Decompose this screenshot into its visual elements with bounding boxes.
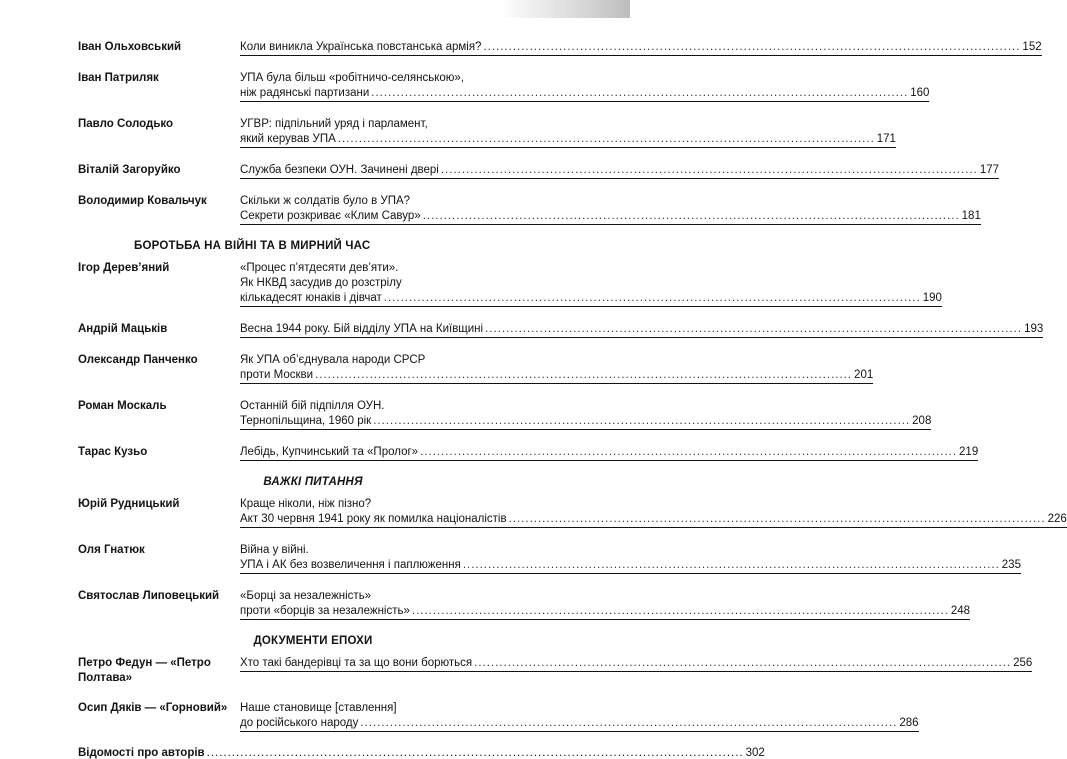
toc-title-last-line (240, 368, 873, 384)
toc-title-line: який керував УПА (240, 133, 336, 145)
leader-dots: ................................................................................................................................ (420, 446, 958, 458)
toc-title-line: проти «борців за незалежність» (240, 605, 410, 617)
toc-title (240, 194, 981, 225)
toc-author: Юрій Рудницький (78, 498, 180, 510)
toc-entry[interactable] (78, 194, 981, 225)
toc-title-line: Секрети розкриває «Клим Савур» (240, 210, 421, 222)
toc-title-last-line (240, 414, 931, 430)
toc-title-line: Тернопільщина, 1960 рік (240, 415, 372, 427)
toc-title (240, 71, 929, 102)
toc-entry[interactable] (78, 353, 874, 384)
toc-group-d (78, 656, 1033, 732)
toc-entry[interactable] (78, 40, 1042, 56)
toc-page-number: 208 (912, 415, 932, 427)
toc-title-line: УГВР: підпільний уряд і парламент, (240, 118, 428, 130)
toc-title-line: Краще ніколи, ніж пізно? (240, 498, 372, 510)
toc-title-last-line (240, 209, 981, 225)
toc-title-last-line (240, 40, 1042, 56)
leader-dots: ................................................................................................................................ (371, 87, 909, 99)
toc-title-line: Як УПА об’єднувала народи СРСР (240, 354, 426, 366)
toc-author: Іван Патриляк (78, 72, 159, 84)
toc-page-number: 201 (854, 369, 874, 381)
toc-page-number: 226 (1047, 513, 1067, 525)
toc-title (240, 399, 931, 430)
toc-title-last-line (240, 163, 999, 179)
leader-dots: ................................................................................................................................ (485, 323, 1023, 335)
toc-entry[interactable] (78, 445, 979, 461)
toc-entry[interactable] (78, 701, 919, 732)
toc-title (240, 261, 942, 307)
toc-title (240, 497, 1067, 528)
page-corner-shadow (500, 0, 630, 18)
toc-title-line: Служба безпеки ОУН. Зачинені двері (240, 164, 439, 176)
toc-title (240, 322, 1043, 338)
toc-page-number: 181 (961, 210, 981, 222)
toc-page-number: 235 (1001, 559, 1021, 571)
toc-title-last-line (240, 291, 942, 307)
toc-author: Тарас Кузьо (78, 446, 148, 458)
toc-page-number: 219 (959, 446, 979, 458)
toc-title-last-line (240, 132, 896, 148)
toc-author: Іван Ольховський (78, 41, 182, 53)
toc-title-line: Лебідь, Купчинський та «Пролог» (240, 446, 419, 458)
toc-entry[interactable] (78, 117, 896, 148)
toc-entry[interactable] (78, 322, 1044, 338)
leader-dots: ................................................................................................................................ (483, 41, 1021, 53)
toc-title-last-line (240, 604, 970, 620)
toc-page-number: 190 (922, 292, 942, 304)
toc-page-number: 160 (910, 87, 930, 99)
toc-title-line: Коли виникла Українська повстанська армія? (240, 41, 482, 53)
toc-title-line: Скільки ж солдатів було в УПА? (240, 195, 411, 207)
leader-dots: ................................................................................................................................ (383, 292, 921, 304)
toc-title-line: кількадесят юнаків і дівчат (240, 292, 382, 304)
toc-entry[interactable] (78, 71, 930, 102)
toc-author: Оля Гнатюк (78, 544, 145, 556)
toc-title-last-line (240, 558, 1021, 574)
toc-title-last-line (240, 656, 1032, 672)
toc-author: Петро Федун — «Петро Полтава» (78, 657, 211, 684)
footer-page-number: 302 (745, 747, 765, 759)
toc-title-last-line (240, 86, 929, 102)
toc-page-number: 193 (1024, 323, 1044, 335)
leader-dots: ................................................................................................................................ (373, 415, 911, 427)
toc-footer-entry[interactable] (78, 747, 765, 759)
toc-author: Роман Москаль (78, 400, 167, 412)
toc-page-number: 171 (876, 133, 896, 145)
toc-entry[interactable] (78, 497, 1067, 528)
toc-title (240, 445, 978, 461)
section-heading-documents: ДОКУМЕНТИ ЕПОХИ (253, 635, 373, 647)
toc-group-c (78, 497, 1067, 620)
toc-author: Володимир Ковальчук (78, 195, 207, 207)
section-heading-struggle: БОРОТЬБА НА ВІЙНІ ТА В МИРНИЙ ЧАС (134, 240, 371, 252)
toc-page-number: 152 (1022, 41, 1042, 53)
footer-label: Відомості про авторів (78, 747, 205, 759)
toc-author: Ігор Дерев’яний (78, 262, 170, 274)
section-heading-hard-questions: ВАЖКІ ПИТАННЯ (263, 476, 363, 488)
toc-title (240, 589, 970, 620)
toc-author: Андрій Мацьків (78, 323, 168, 335)
toc-entry[interactable] (78, 543, 1021, 574)
toc-entry[interactable] (78, 163, 1000, 179)
toc-author: Павло Солодько (78, 118, 174, 130)
toc-page-number: 248 (950, 605, 971, 617)
toc-author: Віталій Загоруйко (78, 164, 181, 176)
toc-author: Святослав Липовецький (78, 590, 220, 602)
toc-title-last-line (240, 445, 978, 461)
toc-title-line: Весна 1944 року. Бій відділу УПА на Київщині (240, 323, 484, 335)
toc-title-line: до російського народу (240, 717, 359, 729)
toc-title-line: УПА була більш «робітничо-селянською», (240, 72, 464, 84)
toc-title (240, 543, 1021, 574)
toc-title-line: «Процес п’ятдесяти дев’яти». (240, 262, 399, 274)
toc-title-line: Війна у війні. (240, 544, 309, 556)
toc-entry[interactable] (78, 656, 1033, 686)
leader-dots: ................................................................................................................................ (440, 164, 978, 176)
leader-dots: ................................................................................................................................ (508, 513, 1046, 525)
toc-title-last-line (240, 512, 1067, 528)
toc-page-number: 177 (979, 164, 1000, 176)
leader-dots: ................................................................................................................................ (422, 210, 960, 222)
toc-title-line: Хто такі бандерівці та за що вони борються (240, 657, 473, 669)
toc-title (240, 117, 896, 148)
toc-author: Осип Дяків — «Горновий» (78, 702, 228, 714)
toc-title (240, 163, 999, 179)
leader-dots: ................................................................................................................................ (206, 747, 744, 759)
toc-title-last-line (240, 322, 1043, 338)
toc-author: Олександр Панченко (78, 354, 198, 366)
leader-dots: ................................................................................................................................ (411, 605, 949, 617)
toc-title (240, 40, 1042, 56)
table-of-contents (78, 40, 1067, 759)
leader-dots: ................................................................................................................................ (474, 657, 1012, 669)
leader-dots: ................................................................................................................................ (315, 369, 853, 381)
toc-page-number: 256 (1013, 657, 1033, 669)
toc-title-line: УПА і АК без возвеличення і паплюження (240, 559, 461, 571)
toc-title-line: Останній бій підпілля ОУН. (240, 400, 385, 412)
toc-title-line: ніж радянські партизани (240, 87, 370, 99)
leader-dots: ................................................................................................................................ (462, 559, 1000, 571)
toc-title-line: Наше становище [ставлення] (240, 702, 397, 714)
toc-title (240, 353, 873, 384)
toc-title-last-line (240, 716, 919, 732)
toc-page-number: 286 (899, 717, 919, 729)
toc-title-line: Як НКВД засудив до розстрілу (240, 277, 402, 289)
toc-title-line: Акт 30 червня 1941 року як помилка націоналістів (240, 513, 507, 525)
toc-group-b (78, 261, 1044, 461)
toc-group-a (78, 40, 1042, 225)
leader-dots: ................................................................................................................................ (360, 717, 898, 729)
toc-title (240, 656, 1032, 672)
toc-entry[interactable] (78, 589, 971, 620)
toc-title-line: проти Москви (240, 369, 314, 381)
toc-entry[interactable] (78, 261, 942, 307)
toc-title (240, 701, 919, 732)
toc-title-line: «Борці за незалежність» (240, 590, 372, 602)
toc-entry[interactable] (78, 399, 932, 430)
leader-dots: ................................................................................................................................ (337, 133, 875, 145)
